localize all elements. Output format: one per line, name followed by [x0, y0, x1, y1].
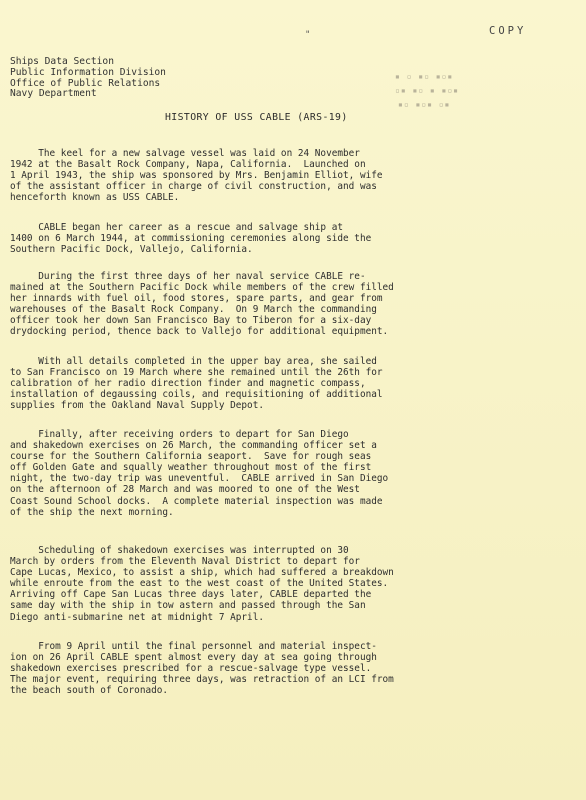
text-line: CABLE began her career as a rescue and salvage ship at: [10, 222, 344, 233]
paragraph-lines: [10, 429, 580, 518]
text-line: officer took her down San Francisco Bay to Tiberon for a six-day: [10, 315, 372, 327]
heading-line: Public Information Division: [10, 66, 166, 78]
paragraph: [10, 148, 580, 203]
paragraph-lines: [10, 222, 580, 255]
paragraph: [10, 271, 580, 338]
text-line: From 9 April until the final personnel and material inspect-: [10, 641, 377, 652]
text-line: warehouses of the Basalt Rock Company. On 9 March the commanding: [10, 304, 377, 316]
paragraph: [10, 545, 580, 623]
text-line: the beach south of Coronado.: [10, 685, 169, 697]
text-line: course for the Southern California seaport. Save for rough seas: [10, 451, 372, 463]
heading-line: Ships Data Section: [10, 56, 114, 67]
text-line: 1400 on 6 March 1944, at commissioning ceremonies along side the: [10, 233, 372, 245]
text-line: Scheduling of shakedown exercises was interrupted on 30: [10, 545, 349, 556]
paragraph: [10, 429, 580, 518]
text-line: Southern Pacific Dock, Vallejo, California.: [10, 244, 253, 256]
heading-line: Office of Public Relations: [10, 77, 161, 89]
paragraph: [10, 222, 580, 255]
text-line: 1 April 1943, the ship was sponsored by Mrs. Benjamin Elliot, wife: [10, 170, 383, 182]
text-line: Diego anti-submarine net at midnight 7 April.: [10, 611, 264, 623]
text-line: of the ship the next morning.: [10, 506, 174, 518]
text-line: off Golden Gate and squally weather throughout most of the first: [10, 462, 372, 474]
text-line: supplies from the Oakland Naval Supply Depot.: [10, 400, 264, 412]
text-line: The major event, requiring three days, was retraction of an LCI from: [10, 674, 394, 686]
text-line: Cape Lucas, Mexico, to assist a ship, which had suffered a breakdown: [10, 567, 394, 579]
text-line: Finally, after receiving orders to depart for San Diego: [10, 429, 349, 440]
text-line: night, the two-day trip was uneventful. CABLE arrived in San Diego: [10, 473, 389, 485]
text-line: During the first three days of her naval service CABLE re-: [10, 271, 366, 282]
paragraph: [10, 356, 580, 411]
text-line: drydocking period, thence back to Vallejo for additional equipment.: [10, 326, 389, 338]
text-line: shakedown exercises prescribed for a rescue-salvage type vessel.: [10, 663, 372, 675]
text-line: henceforth known as USS CABLE.: [10, 192, 180, 204]
text-line: ion on 26 April CABLE spent almost every day at sea going through: [10, 652, 377, 664]
text-line: her innards with fuel oil, food stores, spare parts, and gear from: [10, 293, 383, 305]
text-line: March by orders from the Eleventh Naval District to depart for: [10, 556, 360, 568]
paragraph: [10, 641, 580, 696]
paragraph-lines: [10, 641, 580, 696]
text-line: 1942 at the Basalt Rock Company, Napa, California. Launched on: [10, 159, 366, 171]
paragraph-lines: [10, 356, 580, 411]
text-line: The keel for a new salvage vessel was laid on 24 November: [10, 148, 360, 159]
text-line: With all details completed in the upper bay area, she sailed: [10, 356, 377, 367]
copy-stamp: COPY: [489, 25, 527, 37]
text-line: mained at the Southern Pacific Dock while members of the crew filled: [10, 282, 394, 294]
text-line: to San Francisco on 19 March where she remained until the 26th for: [10, 367, 383, 379]
office-heading: [10, 57, 166, 100]
document-title: HISTORY OF USS CABLE (ARS-19): [165, 112, 348, 123]
heading-line: Navy Department: [10, 88, 97, 100]
paragraph-lines: [10, 271, 580, 338]
text-line: Arriving off Cape San Lucas three days later, CABLE departed the: [10, 589, 372, 601]
paragraph-lines: [10, 545, 580, 623]
text-line: same day with the ship in tow astern and passed through the San: [10, 600, 366, 612]
text-line: calibration of her radio direction finder and magnetic compass,: [10, 378, 366, 390]
text-line: while enroute from the east to the west coast of the United States.: [10, 578, 389, 590]
text-line: of the assistant officer in charge of civil construction, and was: [10, 181, 377, 193]
faded-text-smudge: ▪▫ ▪▫▪ ▫▪: [398, 100, 451, 109]
text-line: on the afternoon of 28 March and was moored to one of the West: [10, 484, 360, 496]
text-line: and shakedown exercises on 26 March, the commanding officer set a: [10, 440, 377, 452]
text-line: installation of degaussing coils, and requisitioning of additional: [10, 389, 383, 401]
faded-text-smudge: ▪ ▫ ▪▫ ▪▫▪: [395, 72, 454, 81]
stray-mark: ": [305, 30, 311, 40]
paragraph-lines: [10, 148, 580, 203]
faded-text-smudge: ▫▪ ▪▫ ▪ ▪▫▪: [395, 86, 459, 95]
text-line: Coast Sound School docks. A complete material inspection was made: [10, 495, 383, 507]
